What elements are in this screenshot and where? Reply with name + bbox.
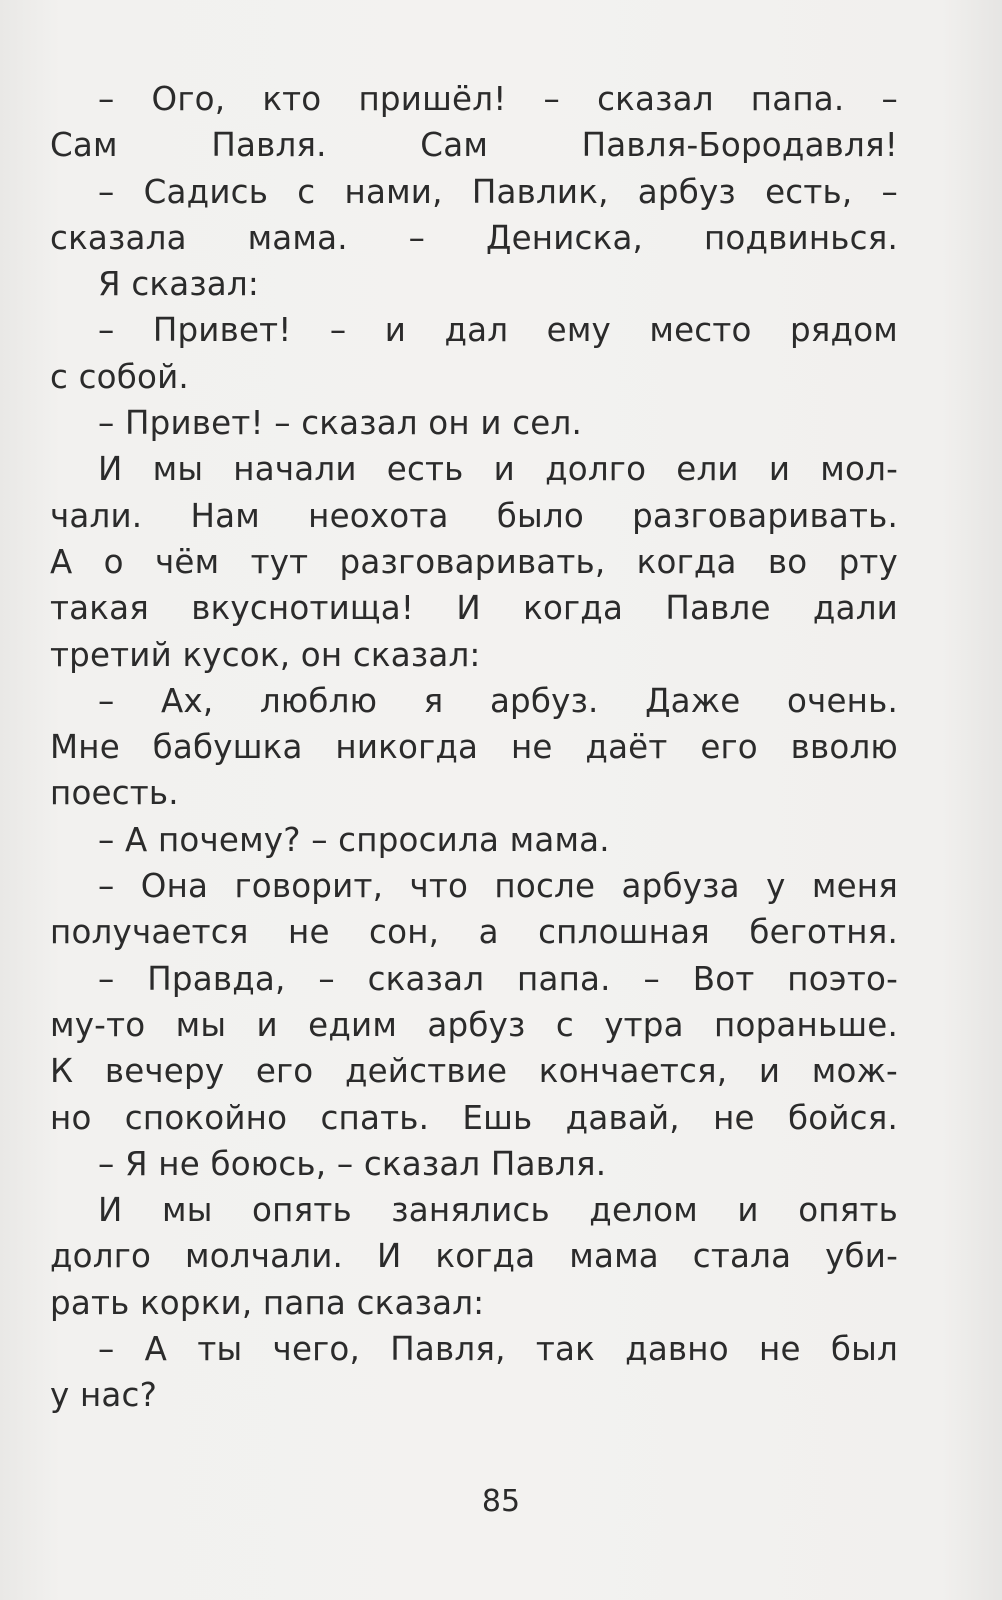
text-line: сказала мама. – Дениска, подвинься. xyxy=(50,218,898,257)
text-line: Я сказал: xyxy=(98,265,260,304)
text-line: рать корки, папа сказал: xyxy=(50,1283,485,1322)
text-line: Сам Павля. Сам Павля-Бородавля! xyxy=(50,126,898,165)
text-line: – Ого, кто пришёл! – сказал папа. – xyxy=(98,80,898,118)
text-line: получается не сон, а сплошная беготня. xyxy=(50,913,898,952)
text-line: – А ты чего, Павля, так давно не был xyxy=(98,1330,898,1369)
page-text xyxy=(50,76,898,1419)
text-line: поесть. xyxy=(50,774,179,813)
text-line: – Она говорит, что после арбуза у меня xyxy=(98,867,898,906)
text-line: К вечеру его действие кончается, и мож- xyxy=(50,1052,898,1091)
text-line: третий кусок, он сказал: xyxy=(50,635,481,674)
text-line: Мне бабушка никогда не даёт его вволю xyxy=(50,728,898,767)
text-line: долго молчали. И когда мама стала уби- xyxy=(50,1237,898,1276)
text-line: – Садись с нами, Павлик, арбуз есть, – xyxy=(98,172,898,211)
text-line: но спокойно спать. Ешь давай, не бойся. xyxy=(50,1098,898,1137)
text-line: чали. Нам неохота было разговаривать. xyxy=(50,496,898,535)
text-line: – Я не боюсь, – сказал Павля. xyxy=(98,1144,607,1183)
text-line: – Привет! – сказал он и сел. xyxy=(98,404,582,443)
text-line: И мы опять занялись делом и опять xyxy=(98,1191,898,1230)
page-number: 85 xyxy=(481,1484,521,1519)
text-line: – Привет! – и дал ему место рядом xyxy=(98,311,898,350)
text-line: – Ах, люблю я арбуз. Даже очень. xyxy=(98,681,898,720)
text-line: А о чём тут разговаривать, когда во рту xyxy=(50,542,898,581)
text-line: у нас? xyxy=(50,1376,158,1415)
text-line: с собой. xyxy=(50,357,189,396)
text-line: такая вкуснотища! И когда Павле дали xyxy=(50,589,898,628)
text-line: – А почему? – спросила мама. xyxy=(98,820,610,859)
text-line: му-то мы и едим арбуз с утра пораньше. xyxy=(50,1005,898,1044)
text-line: И мы начали есть и долго ели и мол- xyxy=(98,450,898,489)
text-line: – Правда, – сказал папа. – Вот поэто- xyxy=(98,959,898,998)
